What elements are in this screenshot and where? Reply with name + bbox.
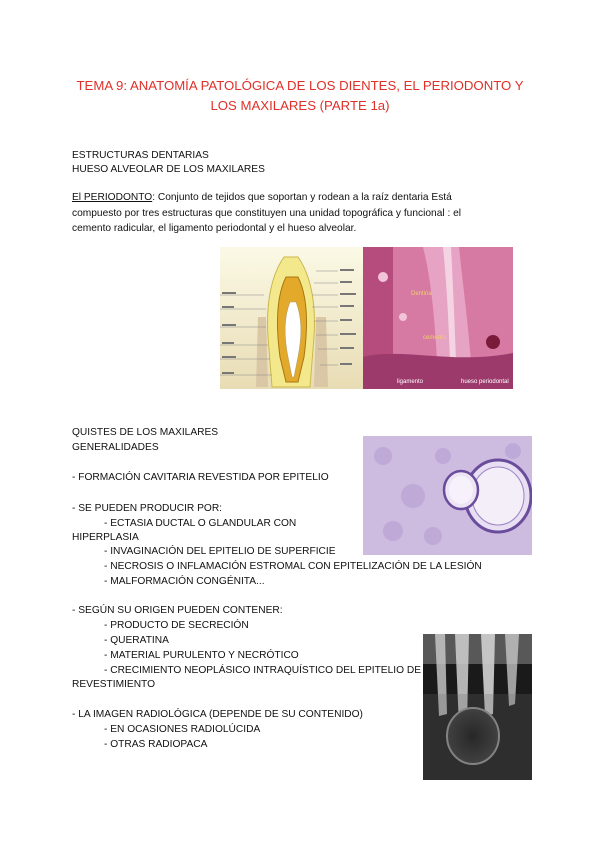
cyst-histology-image — [363, 436, 532, 555]
tooth-structure-illustration — [220, 247, 364, 389]
sublist-item-secrecion: - PRODUCTO DE SECRECIÓN — [104, 620, 249, 631]
sublist-item-ectasia: - ECTASIA DUCTAL O GLANDULAR CON — [104, 518, 297, 529]
radiograph-figure — [423, 634, 532, 780]
tooth-diagram-figure — [220, 247, 364, 389]
label-hueso: hueso periodontal — [461, 379, 509, 385]
cyst-histology-figure — [363, 436, 532, 555]
label-cemento: cemento — [423, 335, 447, 341]
periodonto-paragraph-line-3: cemento radicular, el ligamento periodontal y el hueso alveolar. — [72, 223, 357, 234]
sublist-item-crecimiento-cont: REVESTIMIENTO — [72, 679, 156, 690]
periodontal-histology-image — [363, 247, 513, 389]
heading-generalidades: GENERALIDADES — [72, 442, 159, 453]
sublist-item-crecimiento: - CRECIMIENTO NEOPLÁSICO INTRAQUÍSTICO DEL EPITELIO DE — [104, 665, 421, 676]
label-dentina: Dentina — [411, 291, 432, 297]
periodontal-histology-figure — [363, 247, 513, 389]
title-line-1: TEMA 9: ANATOMÍA PATOLÓGICA DE LOS DIENTES, EL PERIODONTO Y — [76, 78, 524, 93]
heading-estructuras: ESTRUCTURAS DENTARIAS — [72, 150, 209, 161]
document-title — [40, 76, 560, 116]
sublist-item-purulento: - MATERIAL PURULENTO Y NECRÓTICO — [104, 650, 299, 661]
sublist-item-invaginacion: - INVAGINACIÓN DEL EPITELIO DE SUPERFICIE — [104, 546, 336, 557]
label-ligamento: ligamento — [397, 379, 424, 385]
sublist-item-necrosis: - NECROSIS O INFLAMACIÓN ESTROMAL CON EPITELIZACIÓN DE LA LESIÓN — [104, 561, 482, 572]
periodonto-paragraph-line-1 — [72, 191, 452, 205]
sublist-item-radiolucida: - EN OCASIONES RADIOLÚCIDA — [104, 724, 261, 735]
list-item-formacion: - FORMACIÓN CAVITARIA REVESTIDA POR EPITELIO — [72, 472, 329, 483]
periodonto-paragraph-line-2: compuesto por tres estructuras que constituyen una unidad topográfica y funcional : el — [72, 208, 462, 219]
list-item-producir: - SE PUEDEN PRODUCIR POR: — [72, 503, 223, 514]
periodonto-def-1: : Conjunto de tejidos que soportan y rodean a la raíz dentaria Está — [152, 192, 452, 203]
sublist-item-queratina: - QUERATINA — [104, 635, 169, 646]
dental-radiograph-image — [423, 634, 532, 780]
list-item-origen: - SEGÚN SU ORIGEN PUEDEN CONTENER: — [72, 605, 283, 616]
heading-quistes: QUISTES DE LOS MAXILARES — [72, 427, 219, 438]
title-line-2: LOS MAXILARES (PARTE 1a) — [210, 98, 390, 113]
heading-hueso-alveolar: HUESO ALVEOLAR DE LOS MAXILARES — [72, 164, 265, 175]
sublist-item-ectasia-cont: HIPERPLASIA — [72, 532, 139, 543]
periodonto-term: El PERIODONTO — [72, 192, 153, 203]
sublist-item-malformacion: - MALFORMACIÓN CONGÉNITA... — [104, 576, 265, 587]
sublist-item-radiopaca: - OTRAS RADIOPACA — [104, 739, 208, 750]
list-item-imagen: - LA IMAGEN RADIOLÓGICA (DEPENDE DE SU CONTENIDO) — [72, 709, 363, 720]
